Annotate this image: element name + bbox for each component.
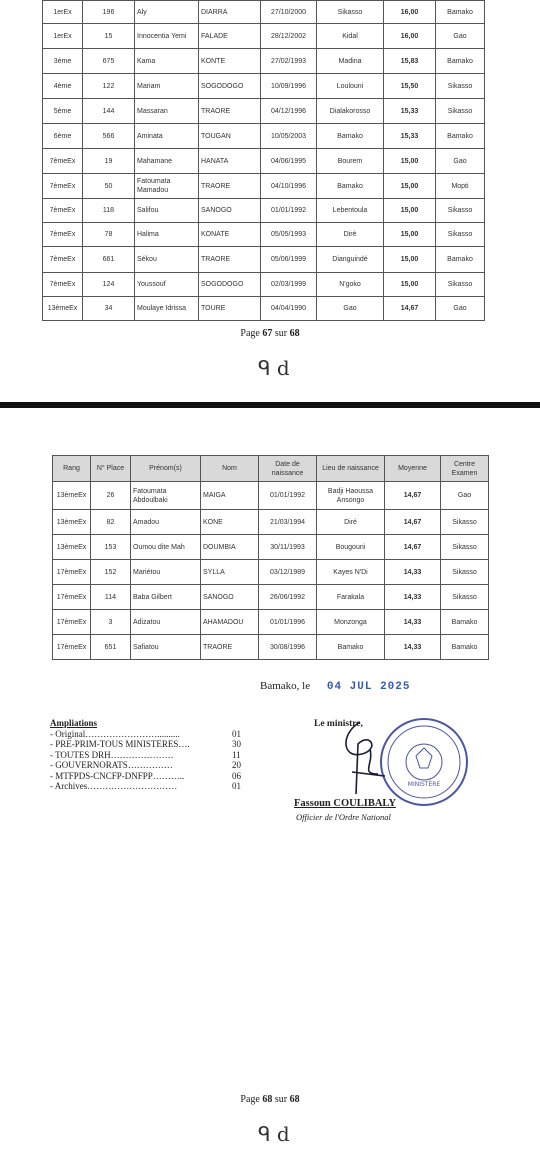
cell-nom: KONTE	[199, 49, 261, 74]
cell-place: 122	[83, 74, 135, 99]
table-header-row	[53, 456, 489, 482]
cell-lieu: Dialakorosso	[317, 99, 384, 124]
cell-rang: 3ème	[43, 49, 83, 74]
signer-name: Fassoun COULIBALY	[294, 798, 397, 809]
cell-place: 124	[83, 273, 135, 297]
cell-centre: Sikasso	[436, 273, 485, 297]
cell-place: 651	[91, 635, 131, 660]
cell-rang: 7èmeEx	[43, 174, 83, 199]
ampliation-count: 01	[232, 728, 241, 739]
cell-date: 01/01/1992	[259, 482, 317, 510]
page-number-68: Page 68 sur 68	[240, 1094, 300, 1105]
cell-lieu: N'goko	[317, 273, 384, 297]
cell-moyenne: 15,00	[384, 149, 436, 174]
document-page-68	[0, 408, 540, 1170]
cell-rang: 13èmeEx	[53, 482, 91, 510]
header-rang: Rang	[53, 456, 91, 482]
ampliation-label: - GOUVERNORATS……………	[50, 760, 173, 770]
table-row	[43, 223, 485, 247]
cell-centre: Bamako	[436, 1, 485, 24]
cell-moyenne: 14,67	[385, 510, 441, 535]
cell-rang: 7èmeEx	[43, 273, 83, 297]
cell-date: 21/03/1994	[259, 510, 317, 535]
cell-nom: SANOGO	[201, 585, 259, 610]
cell-moyenne: 15,00	[384, 223, 436, 247]
cell-lieu: Diré	[317, 510, 385, 535]
cell-rang: 13èmeEx	[53, 535, 91, 560]
cell-lieu: Diré	[317, 223, 384, 247]
results-table-page-68	[52, 455, 489, 660]
cell-lieu: Bamako	[317, 124, 384, 149]
cell-date: 01/01/1996	[259, 610, 317, 635]
cell-centre: Bamako	[436, 124, 485, 149]
cell-moyenne: 15,00	[384, 247, 436, 273]
cell-place: 82	[91, 510, 131, 535]
cell-date: 30/11/1993	[259, 535, 317, 560]
table-row	[43, 273, 485, 297]
cell-nom: TRAORE	[199, 174, 261, 199]
results-table-page-67	[42, 0, 485, 321]
svg-text:MINISTÈRE: MINISTÈRE	[407, 781, 441, 788]
cell-rang: 17èmeEx	[53, 585, 91, 610]
cell-nom: SANOGO	[199, 199, 261, 223]
table-row	[43, 24, 485, 49]
page-number-67: Page 67 sur 68	[240, 328, 300, 339]
table-row	[43, 99, 485, 124]
cell-nom: HANATA	[199, 149, 261, 174]
ampliations-title: Ampliations	[50, 718, 98, 728]
cell-moyenne: 16,00	[384, 24, 436, 49]
table-row	[43, 74, 485, 99]
cell-moyenne: 15,00	[384, 174, 436, 199]
ampliation-count: 20	[232, 760, 241, 770]
cell-nom: TOUGAN	[199, 124, 261, 149]
cell-place: 144	[83, 99, 135, 124]
ampliation-count: 11	[232, 749, 241, 760]
cell-nom: SOGODOGO	[199, 273, 261, 297]
cell-prenom: Mariam	[135, 74, 199, 99]
cell-nom: SOGODOGO	[199, 74, 261, 99]
cell-rang: 7èmeEx	[43, 199, 83, 223]
cell-centre: Bamako	[441, 635, 489, 660]
cell-rang: 13èmeEx	[53, 510, 91, 535]
table-row	[43, 247, 485, 273]
cell-date: 27/02/1993	[261, 49, 317, 74]
signer-title: Officier de l'Ordre National	[296, 812, 391, 822]
table-row	[43, 1, 485, 24]
table-row	[43, 124, 485, 149]
cell-nom: MAIGA	[201, 482, 259, 510]
cell-rang: 7èmeEx	[43, 223, 83, 247]
cell-place: 118	[83, 199, 135, 223]
ampliation-item	[50, 739, 250, 750]
cell-nom: TOURE	[199, 297, 261, 321]
cell-moyenne: 15,83	[384, 49, 436, 74]
ampliation-count: 01	[232, 781, 241, 791]
cell-nom: KONE	[201, 510, 259, 535]
cell-prenom: Amadou	[131, 510, 201, 535]
cell-rang: 17èmeEx	[53, 635, 91, 660]
ampliation-item	[50, 771, 250, 782]
cell-place: 19	[83, 149, 135, 174]
cell-nom: DOUMBIA	[201, 535, 259, 560]
cell-rang: 6ème	[43, 124, 83, 149]
cell-centre: Gao	[436, 149, 485, 174]
cell-lieu: Kayes N'Di	[317, 560, 385, 585]
cell-lieu: Bamako	[317, 635, 385, 660]
cell-place: 153	[91, 535, 131, 560]
cell-prenom: Fatoumata Abdoulbaki	[131, 482, 201, 510]
header-date: Date de naissance	[259, 456, 317, 482]
cell-centre: Sikasso	[436, 99, 485, 124]
cell-nom: TRAORE	[201, 635, 259, 660]
cell-moyenne: 15,00	[384, 273, 436, 297]
cell-lieu: Dianguindé	[317, 247, 384, 273]
cell-centre: Gao	[436, 24, 485, 49]
ampliation-label: - MTFPDS-CNCFP-DNFPP………..	[50, 770, 185, 781]
cell-moyenne: 14,33	[385, 560, 441, 585]
cell-centre: Sikasso	[441, 535, 489, 560]
cell-centre: Bamako	[436, 247, 485, 273]
cell-date: 04/12/1996	[261, 99, 317, 124]
ampliation-item	[50, 781, 250, 792]
cell-prenom: Aminata	[135, 124, 199, 149]
cell-nom: SYLLA	[201, 560, 259, 585]
ampliation-label: - TOUTES DRH…………………	[50, 749, 174, 760]
cell-place: 196	[83, 1, 135, 24]
ampliation-label: - Archives…………………………	[50, 781, 178, 791]
cell-nom: FALADE	[199, 24, 261, 49]
cell-place: 15	[83, 24, 135, 49]
cell-place: 152	[91, 560, 131, 585]
ampliation-item	[50, 750, 250, 761]
ampliation-item	[50, 760, 250, 771]
cell-nom: TRAORE	[199, 247, 261, 273]
header-moyenne: Moyenne	[385, 456, 441, 482]
header-nom: Nom	[201, 456, 259, 482]
cell-centre: Sikasso	[441, 510, 489, 535]
cell-moyenne: 15,50	[384, 74, 436, 99]
handwritten-initials: ᑫ d	[258, 356, 290, 380]
cell-prenom: Mariétou	[131, 560, 201, 585]
cell-lieu: Monzonga	[317, 610, 385, 635]
cell-date: 05/05/1993	[261, 223, 317, 247]
header-lieu: Lieu de naissance	[317, 456, 385, 482]
cell-lieu: Bourem	[317, 149, 384, 174]
ampliation-item	[50, 729, 250, 740]
cell-rang: 1erEx	[43, 24, 83, 49]
cell-centre: Sikasso	[441, 560, 489, 585]
cell-place: 114	[91, 585, 131, 610]
cell-lieu: Gao	[317, 297, 384, 321]
cell-place: 26	[91, 482, 131, 510]
cell-rang: 5ème	[43, 99, 83, 124]
handwritten-initials: ᑫ d	[258, 1122, 290, 1146]
cell-lieu: Kidal	[317, 24, 384, 49]
cell-lieu: Loulouni	[317, 74, 384, 99]
ampliation-label: - PRE-PRIM-TOUS MINISTERES….	[50, 739, 190, 749]
cell-date: 04/10/1996	[261, 174, 317, 199]
cell-prenom: Fatoumata Mamadou	[135, 174, 199, 199]
cell-lieu: Bamako	[317, 174, 384, 199]
cell-place: 78	[83, 223, 135, 247]
cell-place: 675	[83, 49, 135, 74]
cell-moyenne: 14,67	[384, 297, 436, 321]
cell-centre: Mopti	[436, 174, 485, 199]
ampliation-label: - Original……………………..........	[50, 728, 180, 739]
cell-lieu: Badji Haoussa Ansongo	[317, 482, 385, 510]
table-row	[53, 510, 489, 535]
cell-centre: Sikasso	[436, 223, 485, 247]
cell-rang: 17èmeEx	[53, 560, 91, 585]
ampliation-count: 06	[232, 770, 241, 781]
cell-nom: KONATE	[199, 223, 261, 247]
ampliations-block	[50, 718, 250, 792]
cell-prenom: Halima	[135, 223, 199, 247]
cell-place: 3	[91, 610, 131, 635]
minister-label: Le ministre,	[314, 719, 363, 729]
table-row	[43, 49, 485, 74]
cell-date: 30/08/1996	[259, 635, 317, 660]
table-row	[43, 174, 485, 199]
table-row	[53, 535, 489, 560]
cell-date: 02/03/1999	[261, 273, 317, 297]
cell-moyenne: 15,00	[384, 199, 436, 223]
cell-date: 27/10/2000	[261, 1, 317, 24]
cell-centre: Bamako	[441, 610, 489, 635]
cell-nom: AHAMADOU	[201, 610, 259, 635]
cell-centre: Sikasso	[436, 199, 485, 223]
cell-place: 50	[83, 174, 135, 199]
cell-date: 05/06/1999	[261, 247, 317, 273]
date-stamp: 04 JUL 2025	[326, 681, 411, 693]
cell-prenom: Safiatou	[131, 635, 201, 660]
handwritten-signature	[330, 714, 400, 804]
cell-moyenne: 14,33	[385, 635, 441, 660]
cell-prenom: Youssouf	[135, 273, 199, 297]
table-row	[53, 560, 489, 585]
table-row	[53, 482, 489, 510]
cell-date: 03/12/1989	[259, 560, 317, 585]
cell-date: 28/12/2002	[261, 24, 317, 49]
cell-date: 04/04/1990	[261, 297, 317, 321]
cell-centre: Gao	[436, 297, 485, 321]
cell-date: 10/09/1996	[261, 74, 317, 99]
cell-date: 10/05/2003	[261, 124, 317, 149]
ampliation-count: 30	[232, 739, 241, 749]
cell-date: 26/06/1992	[259, 585, 317, 610]
table-row	[43, 297, 485, 321]
cell-place: 566	[83, 124, 135, 149]
cell-prenom: Mahamane	[135, 149, 199, 174]
cell-place: 661	[83, 247, 135, 273]
cell-prenom: Kama	[135, 49, 199, 74]
cell-place: 34	[83, 297, 135, 321]
table-row	[43, 149, 485, 174]
cell-prenom: Oumou dite Mah	[131, 535, 201, 560]
cell-lieu: Madina	[317, 49, 384, 74]
cell-centre: Gao	[441, 482, 489, 510]
cell-moyenne: 15,33	[384, 99, 436, 124]
cell-prenom: Baba Gilbert	[131, 585, 201, 610]
cell-date: 01/01/1992	[261, 199, 317, 223]
cell-moyenne: 14,67	[385, 535, 441, 560]
header-place: N° Place	[91, 456, 131, 482]
cell-centre: Bamako	[436, 49, 485, 74]
cell-moyenne: 14,33	[385, 585, 441, 610]
cell-nom: DIARRA	[199, 1, 261, 24]
cell-prenom: Massaran	[135, 99, 199, 124]
cell-prenom: Moulaye Idrissa	[135, 297, 199, 321]
cell-rang: 4ème	[43, 74, 83, 99]
cell-moyenne: 16,00	[384, 1, 436, 24]
document-page-67	[0, 0, 540, 402]
city-date-line: Bamako, le 04 JUL 2025	[260, 680, 411, 693]
cell-centre: Sikasso	[436, 74, 485, 99]
cell-lieu: Bougouni	[317, 535, 385, 560]
cell-prenom: Salifou	[135, 199, 199, 223]
cell-rang: 1erEx	[43, 1, 83, 24]
cell-lieu: Sikasso	[317, 1, 384, 24]
cell-rang: 7èmeEx	[43, 247, 83, 273]
cell-rang: 17èmeEx	[53, 610, 91, 635]
cell-lieu: Farakala	[317, 585, 385, 610]
cell-rang: 7èmeEx	[43, 149, 83, 174]
cell-rang: 13èmeEx	[43, 297, 83, 321]
header-centre: Centre Examen	[441, 456, 489, 482]
cell-prenom: Sékou	[135, 247, 199, 273]
cell-prenom: Adizatou	[131, 610, 201, 635]
table-row	[43, 199, 485, 223]
header-prenom: Prénom(s)	[131, 456, 201, 482]
cell-moyenne: 14,33	[385, 610, 441, 635]
table-row	[53, 610, 489, 635]
cell-centre: Sikasso	[441, 585, 489, 610]
cell-date: 04/06/1995	[261, 149, 317, 174]
table-row	[53, 635, 489, 660]
table-row	[53, 585, 489, 610]
cell-moyenne: 14,67	[385, 482, 441, 510]
cell-prenom: Aly	[135, 1, 199, 24]
cell-nom: TRAORE	[199, 99, 261, 124]
cell-prenom: Innocentia Yemi	[135, 24, 199, 49]
cell-lieu: Lebentoula	[317, 199, 384, 223]
cell-moyenne: 15,33	[384, 124, 436, 149]
